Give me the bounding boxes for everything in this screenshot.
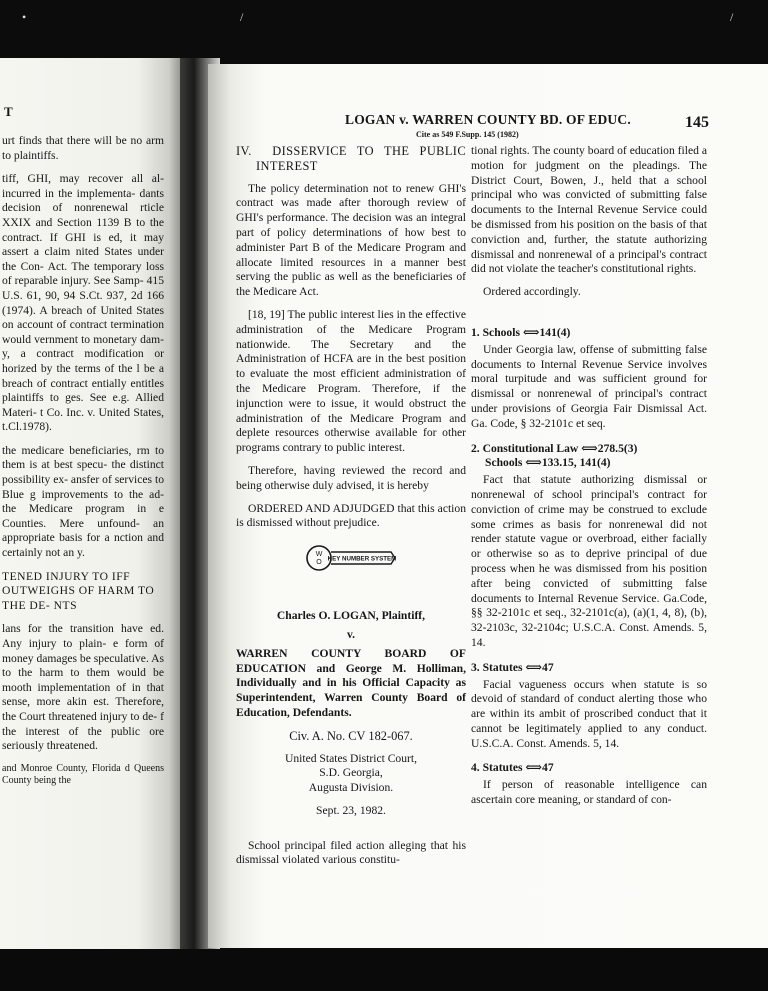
opinion-paragraph: [18, 19] The public interest lies in the effective administration of the Medicare Program nationwide. The Secretary and the Administration of HCFA are in the best position to evaluate the most efficient administration of the Medicare Program. Therefore, if the injunction were to issue, it would obstruct the administration of the Medicare Program and deplete resources otherwise available for other programs contrary to public interest. (236, 307, 466, 455)
left-page-marker: T (4, 104, 13, 119)
key-number-logo (236, 543, 466, 573)
scan-bottom-border (0, 949, 768, 991)
decision-date: Sept. 23, 1982. (316, 803, 386, 817)
left-footnote: and Monroe County, Florida d Queens County being the (2, 762, 164, 786)
left-page (0, 58, 196, 950)
header-citation: Cite as 549 F.Supp. 145 (1982) (416, 130, 519, 139)
scan-mark-right: / (730, 10, 734, 24)
headnote-body: If person of reasonable intelligence can ascertain core meaning, or standard of con- (471, 778, 707, 807)
plaintiff-name: Charles O. LOGAN, Plaintiff, (276, 609, 426, 623)
court-name: United States District Court, (284, 751, 418, 765)
svg-text:O: O (316, 559, 322, 567)
left-page-text (2, 134, 164, 796)
headnote-heading (471, 661, 707, 676)
left-paragraph: tiff, GHI, may recover all al- incurred in the implementa- dants decision of nonrenewal rticle XXIX and Section 1139 B to the contract. If GHI is ed, it may assert a claim nited States under the Con- Act. The temporary loss of reparable injury. See Samp- 415 U.S. 61, 90, 94 S.Ct. 937, 2d 166 (1974). A breach of United States on account of contract termination would vernment to monetary dam- y, a contract modification or horized by the terms of the l be a breach of contract entially entitles plaintiffs to ges. See e.g. Allied Materi- t Co. Inc. v. United States, t.Cl.1978). (2, 172, 164, 434)
headnote-body: Fact that statute authorizing dismissal or nonrenewal of school principal's contract for conviction of crime may be construed to exclude some crimes as basis for nonrenewal did not render statute vague or overbroad, either facially or otherwise so as to deprive principal of due process when he was dismissed from his position after being convicted of submitting false documents to Internal Revenue Service. Ga.Code, §§ 32-2101c et seq., 32-2101c(a), (a)(1, 4, 8), (b), 32-2103c, 32-2104c; U.S.C.A. Const. Amends. 5, 14. (471, 473, 707, 649)
synopsis-continued: tional rights. The county board of education filed a motion for judgment on the pleadings. The District Court, Bowen, J., held that a school principal who was convicted of submitting false documents to the Internal Revenue Service could be dismissed from his position on the basis of that conviction and, further, the statute authorizing dismissal and nonrenewal of a principal's contract did not violate the teacher's constitutional rights. (471, 144, 707, 276)
left-section-heading: TENED INJURY TO IFF OUTWEIGHS OF HARM TO THE DE- NTS (2, 569, 155, 612)
court-division: Augusta Division. (308, 781, 394, 795)
left-paragraph: urt finds that there will be no arm to plaintiffs. (2, 134, 164, 162)
section-number: IV. (236, 144, 252, 158)
headnote-body: Under Georgia law, offense of submitting false documents to Internal Revenue Service involves moral turpitude and was sufficient ground for dismissal or nonrenewal of principal's contract under provisions of Georgia Fair Dismissal Act. Ga. Code, § 32-2101c et seq. (471, 342, 707, 430)
headnote-subtopic: Schools ⟺133.15, 141(4) (485, 456, 611, 470)
disposition: Ordered accordingly. (483, 285, 581, 299)
key-number-label: KEY NUMBER SYSTEM (327, 555, 397, 563)
column-right (471, 144, 707, 816)
column-left (236, 144, 466, 876)
svg-text:W: W (315, 551, 323, 559)
opinion-order: ORDERED AND ADJUDGED that this action is dismissed without prejudice. (236, 501, 466, 530)
header-case-name: LOGAN v. WARREN COUNTY BD. OF EDUC. (345, 112, 631, 127)
opinion-paragraph: The policy determination not to renew GHI's contract was made after thorough review of GHI's performance. The decision was an integral part of policy determinations of how best to administer Part B of the Medicare Program and allocate limited resources in a manner best serving the public as well as the beneficiaries of the Medicare Act. (236, 181, 466, 299)
headnote-body: Facial vagueness occurs when statute is so devoid of standard of conduct alerting those who are within its ambit of proscribed conduct that it cannot be legitimately applied to any conduct. U.S.C.A. Const. Amends. 5, 14. (471, 677, 707, 750)
headnote-topic: 4. Statutes ⟺47 (471, 761, 554, 775)
headnote-topic: 3. Statutes ⟺47 (471, 660, 554, 674)
civil-action-number: Civ. A. No. CV 182-067. (289, 728, 413, 743)
court-district: S.D. Georgia, (319, 766, 383, 780)
synopsis: School principal filed action alleging that his dismissal violated various constitu- (236, 838, 466, 867)
headnote-heading (471, 326, 707, 341)
defendants-names: WARREN COUNTY BOARD OF EDUCATION and George M. Holliman, Individually and in his Official Capacity as Superintendent, Warren County Board of Education, Defendants. (236, 646, 466, 719)
headnote-topic: 2. Constitutional Law ⟺278.5(3) (471, 441, 638, 455)
left-paragraph: lans for the transition have ed. Any injury to plain- e form of money damages be speculative. As to the harm to them would be mooth implementation of in that sense, more akin est. Therefore, the Court threatened injury to de- f the interest of the public ore seriously threatened. (2, 622, 164, 753)
key-icon (305, 543, 397, 573)
headnote-heading (471, 442, 707, 472)
opinion-paragraph: Therefore, having reviewed the record and being otherwise duly advised, it is hereby (236, 463, 466, 492)
left-paragraph: the medicare beneficiaries, rm to them is at best specu- the distinct possibility ex- ansfer of services to Blue g improvements to the ad- the Medicare program in e Counties. Mere unfound- an appropriate basis for a nction and certainly not an y. (2, 443, 164, 560)
section-heading (236, 144, 466, 174)
headnote-heading (471, 761, 707, 776)
scan-mark-mid: / (240, 10, 244, 24)
right-page (208, 64, 768, 948)
headnote-topic: 1. Schools ⟺141(4) (471, 325, 571, 339)
section-title: DISSERVICE TO THE PUBLIC INTEREST (256, 144, 466, 173)
page-number: 145 (685, 114, 709, 131)
scan-mark-left: • (22, 10, 27, 24)
scan-top-border (0, 0, 768, 62)
versus: v. (346, 627, 356, 641)
